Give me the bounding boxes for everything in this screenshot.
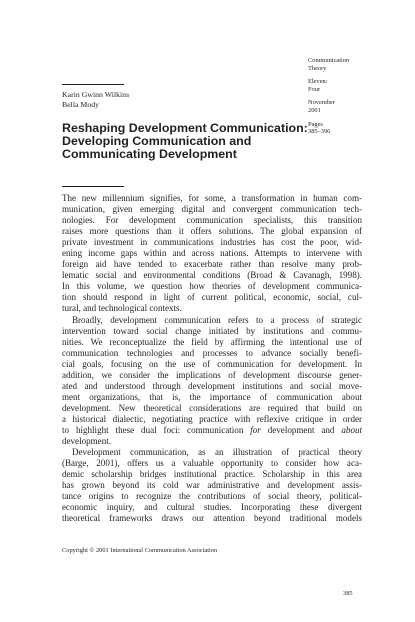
paragraph-2: Broadly, development communication refers to a process of strategic intervention toward social change initiated by institutions and commu- nities. We reconceptualize the field by affirming the intentional use of communication technologies and processes to advance socially benefi- cial goals, focusing on the use of communication for development. In addition, we consider the implications of development discourse gener- ated and understood through development institutions and social move- ment organizations, that is, the importance of communication about development. New theoretical considerations are required that build on a historical dialectic, negotiating practice with reflexive critique in order to highlight these dual foci: communication for development and about development. (62, 314, 362, 447)
article-body (62, 193, 362, 524)
journal-date: November 2001 (308, 99, 335, 114)
journal-volume: Eleven: Four (308, 78, 328, 93)
journal-name: Communication Theory (308, 57, 350, 72)
journal-pages: Pages 385–396 (308, 120, 331, 136)
title-rule (62, 186, 124, 187)
author-name: Karin Gwinn Wilkins (62, 90, 130, 99)
author-name: Bella Mody (62, 100, 100, 109)
paragraph-1: The new millennium signifies, for some, a transformation in human com- munication, given emerging digital and convergent communication tech- nologies. For development communication specialists, this transition raises more questions than it offers solutions. The global expansion of private investment in communications industries has cost the poor, wid- ening income gaps within and across nations. Attempts to intervene with foreign aid have tended to exacerbate rather than resolve many prob- lematic social and environmental conditions (Broad & Cavanagh, 1998). In this volume, we question how theories of development communica- tion should respond in light of current political, economic, social, cul- tural, and technological contexts. (62, 193, 362, 314)
copyright-notice: Copyright © 2001 International Communication Association (62, 547, 218, 554)
author-list (62, 90, 129, 110)
page-number: 385 (343, 590, 353, 597)
paragraph-3: Development communication, as an illustration of practical theory (Barge, 2001), offers us a valuable opportunity to consider how aca- demic scholarship bridges institutional practice. Scholarship in this area has grown beyond its cold war administrative and development assis- tance origins to recognize the contributions of social theory, political- economic inquiry, and cultural studies. Incorporating these divergent theoretical frameworks draws our attention beyond traditional models (62, 447, 362, 524)
author-rule (62, 84, 124, 85)
article-title: Reshaping Development Communication: Developing Communication and Communicating Development (62, 121, 308, 162)
